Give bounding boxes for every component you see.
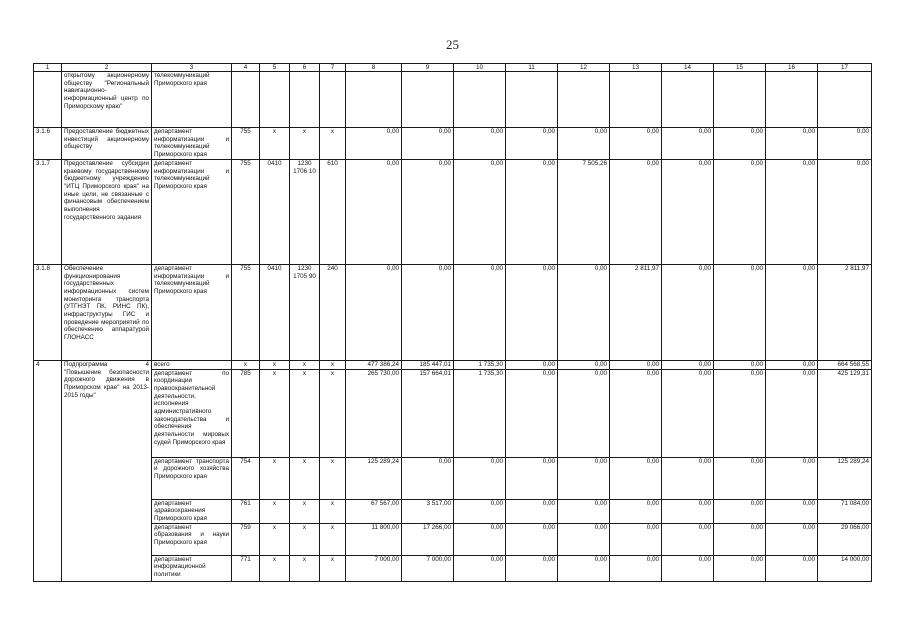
column-header: 15 bbox=[714, 64, 766, 72]
column-header: 3 bbox=[152, 64, 232, 72]
value-cell: 0,00 bbox=[558, 361, 610, 370]
subprogram-name-cell: Подпрограмма 4 "Повышение безопасности дорожного движения в Приморском крае" на 2013-2015 годы" bbox=[62, 361, 152, 582]
activity-name-cell: Предоставление субсидии краевому государственному бюджетному учреждению "ИТЦ Приморского края" на иные цели, не связанные с финансовым обеспечением выполнения государственного задания bbox=[62, 160, 152, 265]
value-cell: 0,00 bbox=[818, 128, 872, 160]
column-header: 1 bbox=[34, 64, 62, 72]
value-cell bbox=[232, 72, 260, 128]
value-cell: x bbox=[320, 457, 346, 499]
value-cell: 11 800,00 bbox=[346, 523, 402, 555]
table-row bbox=[34, 499, 872, 523]
responsible-executor-cell: телекоммуникаций Приморского края bbox=[152, 72, 232, 128]
column-header: 7 bbox=[320, 64, 346, 72]
value-cell: x bbox=[290, 369, 320, 457]
value-cell: 0,00 bbox=[662, 523, 714, 555]
value-cell: 0,00 bbox=[506, 523, 558, 555]
value-cell: 0,00 bbox=[766, 160, 818, 265]
budget-table bbox=[33, 63, 872, 582]
value-cell: 0,00 bbox=[610, 128, 662, 160]
value-cell: 265 730,00 bbox=[346, 369, 402, 457]
value-cell bbox=[714, 72, 766, 128]
table-row bbox=[34, 361, 872, 370]
column-header: 13 bbox=[610, 64, 662, 72]
column-header: 8 bbox=[346, 64, 402, 72]
value-cell: 755 bbox=[232, 128, 260, 160]
table-row bbox=[34, 555, 872, 581]
row-number-cell: 4 bbox=[34, 361, 62, 582]
page-number: 25 bbox=[446, 37, 459, 52]
value-cell: 785 bbox=[232, 369, 260, 457]
value-cell: 0,00 bbox=[402, 265, 454, 361]
row-number-cell: 3.1.6 bbox=[34, 128, 62, 160]
value-cell bbox=[320, 72, 346, 128]
value-cell: 0,00 bbox=[766, 499, 818, 523]
value-cell: 185 447,01 bbox=[402, 361, 454, 370]
value-cell: 0,00 bbox=[714, 499, 766, 523]
value-cell: 0,00 bbox=[766, 555, 818, 581]
value-cell: 771 bbox=[232, 555, 260, 581]
value-cell: 0410 bbox=[260, 160, 290, 265]
value-cell: x bbox=[260, 369, 290, 457]
column-header: 16 bbox=[766, 64, 818, 72]
value-cell: 0,00 bbox=[558, 555, 610, 581]
responsible-executor-cell: департамент образования и науки Приморского края bbox=[152, 523, 232, 555]
value-cell: 1 735,30 bbox=[454, 369, 506, 457]
value-cell bbox=[290, 72, 320, 128]
column-header: 5 bbox=[260, 64, 290, 72]
value-cell bbox=[662, 72, 714, 128]
value-cell: x bbox=[260, 499, 290, 523]
value-cell: 240 bbox=[320, 265, 346, 361]
column-header: 17 bbox=[818, 64, 872, 72]
responsible-executor-cell: департамент информатизации и телекоммуникаций Приморского края bbox=[152, 160, 232, 265]
activity-name-cell: открытому акционерному обществу "Региональный навигационно-информационный центр по Приморскому краю" bbox=[62, 72, 152, 128]
value-cell: 0,00 bbox=[714, 457, 766, 499]
value-cell: 754 bbox=[232, 457, 260, 499]
value-cell: 2 811,97 bbox=[610, 265, 662, 361]
value-cell: 0,00 bbox=[402, 160, 454, 265]
value-cell: 0,00 bbox=[610, 369, 662, 457]
value-cell: 0,00 bbox=[506, 160, 558, 265]
value-cell: 664 568,55 bbox=[818, 361, 872, 370]
value-cell bbox=[766, 72, 818, 128]
table-row bbox=[34, 457, 872, 499]
value-cell: 0,00 bbox=[506, 369, 558, 457]
value-cell: 0,00 bbox=[454, 457, 506, 499]
value-cell: 0,00 bbox=[766, 369, 818, 457]
column-header: 6 bbox=[290, 64, 320, 72]
value-cell: 0,00 bbox=[610, 555, 662, 581]
value-cell: 0,00 bbox=[818, 160, 872, 265]
value-cell: x bbox=[260, 361, 290, 370]
value-cell: 755 bbox=[232, 265, 260, 361]
value-cell: 0,00 bbox=[402, 457, 454, 499]
value-cell: 7 505,26 bbox=[558, 160, 610, 265]
value-cell bbox=[506, 72, 558, 128]
value-cell bbox=[454, 72, 506, 128]
value-cell: 1230 1705 90 bbox=[290, 265, 320, 361]
value-cell: x bbox=[320, 523, 346, 555]
value-cell: 29 066,00 bbox=[818, 523, 872, 555]
value-cell: 0,00 bbox=[506, 265, 558, 361]
activity-name-cell: Предоставление бюджетных инвестиций акционерному обществу bbox=[62, 128, 152, 160]
table-row bbox=[34, 128, 872, 160]
value-cell: 0,00 bbox=[662, 265, 714, 361]
value-cell: 0,00 bbox=[454, 160, 506, 265]
value-cell: 0,00 bbox=[506, 128, 558, 160]
value-cell: 0,00 bbox=[454, 128, 506, 160]
value-cell: 67 567,00 bbox=[346, 499, 402, 523]
value-cell: x bbox=[260, 457, 290, 499]
value-cell: 0,00 bbox=[714, 555, 766, 581]
value-cell bbox=[402, 72, 454, 128]
value-cell: x bbox=[320, 555, 346, 581]
column-header: 12 bbox=[558, 64, 610, 72]
value-cell: 0,00 bbox=[610, 457, 662, 499]
value-cell: 0,00 bbox=[662, 369, 714, 457]
value-cell: 610 bbox=[320, 160, 346, 265]
value-cell: 0,00 bbox=[558, 369, 610, 457]
value-cell: 0,00 bbox=[346, 160, 402, 265]
value-cell: 0,00 bbox=[766, 361, 818, 370]
value-cell: x bbox=[320, 361, 346, 370]
value-cell: 0,00 bbox=[714, 265, 766, 361]
responsible-executor-cell: департамент информационной политики bbox=[152, 555, 232, 581]
value-cell: x bbox=[260, 128, 290, 160]
value-cell: 0,00 bbox=[454, 555, 506, 581]
value-cell bbox=[610, 72, 662, 128]
value-cell: 0,00 bbox=[662, 457, 714, 499]
value-cell: x bbox=[232, 361, 260, 370]
value-cell: 0,00 bbox=[558, 499, 610, 523]
responsible-executor-cell: департамент по координации правоохранительной деятельности, исполнения административного законодательства и обеспечения деятельности мировых судей Приморского края bbox=[152, 369, 232, 457]
value-cell: 0,00 bbox=[454, 523, 506, 555]
value-cell: 0,00 bbox=[610, 499, 662, 523]
table-row bbox=[34, 523, 872, 555]
value-cell: 71 084,00 bbox=[818, 499, 872, 523]
value-cell: x bbox=[290, 457, 320, 499]
table-body bbox=[34, 72, 872, 582]
value-cell: 0,00 bbox=[454, 499, 506, 523]
value-cell: 0,00 bbox=[402, 128, 454, 160]
value-cell: 0,00 bbox=[610, 361, 662, 370]
value-cell: 0,00 bbox=[506, 499, 558, 523]
value-cell: 0,00 bbox=[454, 265, 506, 361]
value-cell: x bbox=[290, 523, 320, 555]
value-cell: x bbox=[290, 128, 320, 160]
value-cell: 0,00 bbox=[506, 555, 558, 581]
value-cell bbox=[346, 72, 402, 128]
value-cell: 759 bbox=[232, 523, 260, 555]
value-cell: 14 000,00 bbox=[818, 555, 872, 581]
value-cell: 0,00 bbox=[714, 523, 766, 555]
value-cell: 0,00 bbox=[662, 160, 714, 265]
value-cell: 0,00 bbox=[662, 555, 714, 581]
responsible-executor-cell: департамент информатизации и телекоммуникаций Приморского края bbox=[152, 128, 232, 160]
value-cell: 761 bbox=[232, 499, 260, 523]
value-cell: 1230 1706 10 bbox=[290, 160, 320, 265]
value-cell: x bbox=[260, 523, 290, 555]
value-cell: 7 000,00 bbox=[346, 555, 402, 581]
value-cell: 0,00 bbox=[346, 265, 402, 361]
value-cell: 0,00 bbox=[610, 523, 662, 555]
value-cell: 0410 bbox=[260, 265, 290, 361]
value-cell: 157 664,01 bbox=[402, 369, 454, 457]
table-row bbox=[34, 369, 872, 457]
column-header: 11 bbox=[506, 64, 558, 72]
value-cell: 477 386,24 bbox=[346, 361, 402, 370]
value-cell: 17 266,00 bbox=[402, 523, 454, 555]
value-cell: 0,00 bbox=[766, 523, 818, 555]
value-cell: 755 bbox=[232, 160, 260, 265]
value-cell: 0,00 bbox=[766, 128, 818, 160]
value-cell bbox=[558, 72, 610, 128]
value-cell: x bbox=[290, 555, 320, 581]
value-cell: 2 811,97 bbox=[818, 265, 872, 361]
row-number-cell: 3.1.8 bbox=[34, 265, 62, 361]
column-number-row bbox=[34, 64, 872, 72]
value-cell: 425 129,31 bbox=[818, 369, 872, 457]
value-cell: 3 517,00 bbox=[402, 499, 454, 523]
value-cell: 0,00 bbox=[662, 499, 714, 523]
column-header: 10 bbox=[454, 64, 506, 72]
value-cell bbox=[818, 72, 872, 128]
value-cell: 7 000,00 bbox=[402, 555, 454, 581]
column-header: 2 bbox=[62, 64, 152, 72]
table-row bbox=[34, 72, 872, 128]
value-cell bbox=[260, 72, 290, 128]
value-cell: x bbox=[320, 499, 346, 523]
value-cell: 0,00 bbox=[558, 265, 610, 361]
row-number-cell: 3.1.7 bbox=[34, 160, 62, 265]
responsible-executor-cell: департамент транспорта и дорожного хозяйства Приморского края bbox=[152, 457, 232, 499]
value-cell: 0,00 bbox=[714, 369, 766, 457]
value-cell: x bbox=[260, 555, 290, 581]
value-cell: 0,00 bbox=[766, 265, 818, 361]
value-cell: 0,00 bbox=[714, 128, 766, 160]
responsible-executor-cell: департамент информатизации и телекоммуникаций Приморского края bbox=[152, 265, 232, 361]
value-cell: 125 289,24 bbox=[346, 457, 402, 499]
value-cell: x bbox=[290, 361, 320, 370]
table-row bbox=[34, 265, 872, 361]
value-cell: x bbox=[320, 369, 346, 457]
value-cell: x bbox=[290, 499, 320, 523]
responsible-executor-cell: департамент здравоохранения Приморского края bbox=[152, 499, 232, 523]
value-cell: 0,00 bbox=[558, 128, 610, 160]
value-cell: 0,00 bbox=[714, 160, 766, 265]
value-cell: x bbox=[320, 128, 346, 160]
row-number-cell bbox=[34, 72, 62, 128]
value-cell: 0,00 bbox=[558, 523, 610, 555]
column-header: 14 bbox=[662, 64, 714, 72]
table-row bbox=[34, 160, 872, 265]
value-cell: 0,00 bbox=[506, 361, 558, 370]
value-cell: 125 289,24 bbox=[818, 457, 872, 499]
value-cell: 0,00 bbox=[662, 361, 714, 370]
activity-name-cell: Обеспечение функционирования государственных информационных систем мониторинга транспорта (УТГНЭТ ПК, РИНС ПК), инфраструктуры ГИС и проведение мероприятий по обеспечению аппаратурой ГЛОНАСС bbox=[62, 265, 152, 361]
value-cell: 1 735,30 bbox=[454, 361, 506, 370]
responsible-executor-cell: всего bbox=[152, 361, 232, 370]
column-header: 4 bbox=[232, 64, 260, 72]
value-cell: 0,00 bbox=[506, 457, 558, 499]
value-cell: 0,00 bbox=[610, 160, 662, 265]
value-cell: 0,00 bbox=[714, 361, 766, 370]
value-cell: 0,00 bbox=[766, 457, 818, 499]
column-header: 9 bbox=[402, 64, 454, 72]
value-cell: 0,00 bbox=[558, 457, 610, 499]
value-cell: 0,00 bbox=[346, 128, 402, 160]
value-cell: 0,00 bbox=[662, 128, 714, 160]
